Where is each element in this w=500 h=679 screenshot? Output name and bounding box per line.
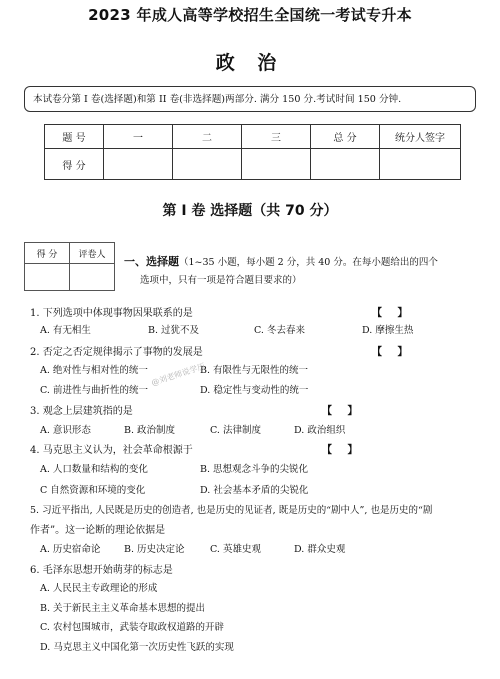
section-instruction-line2: 选项中，只有一项是符合题目要求的） (140, 275, 302, 286)
question-stem: 4. 马克思主义认为，社会革命根源于 (30, 445, 193, 456)
question-option: C. 英雄史观 (210, 544, 261, 555)
score-cell: 得 分 (45, 149, 104, 180)
question-option: C. 农村包围城市，武装夺取政权道路的开辟 (40, 622, 224, 633)
question-option: B. 过犹不及 (148, 325, 200, 336)
part1-title: 第 I 卷 选择题（共 70 分） (162, 203, 338, 219)
question-option: B. 历史决定论 (124, 544, 185, 555)
question-option: B. 政治制度 (124, 425, 176, 436)
answer-bracket: 【 】 (372, 308, 414, 319)
grade-box-score-label: 得 分 (25, 243, 70, 264)
question-stem: 2. 否定之否定规律揭示了事物的发展是 (30, 347, 203, 358)
score-input-cell (104, 149, 173, 180)
question-stem: 5. 习近平指出, 人民既是历史的创造者, 也是历史的见证者, 既是历史的“剧中人”, 也是历史的“剧 (30, 505, 433, 516)
score-input-cell (380, 149, 461, 180)
question-option: D. 摩擦生热 (362, 325, 414, 336)
score-cell: 一 (104, 125, 173, 149)
score-cell: 统分人签字 (380, 125, 461, 149)
score-table-header-row (45, 125, 461, 149)
question-option: C 自然资源和环境的变化 (40, 485, 146, 496)
score-cell: 三 (242, 125, 311, 149)
question-option: D. 社会基本矛盾的尖锐化 (200, 485, 309, 496)
question-option: A. 绝对性与相对性的统一 (40, 365, 148, 376)
question-option: B. 有限性与无限性的统一 (200, 365, 309, 376)
grade-box-grader-label: 评卷人 (70, 243, 115, 264)
score-cell: 二 (173, 125, 242, 149)
score-table (44, 124, 461, 180)
question-option: A. 人口数量和结构的变化 (40, 464, 148, 475)
question-option: A. 有无相生 (40, 325, 91, 336)
question-option: D. 稳定性与变动性的统一 (200, 385, 309, 396)
question-option: B. 思想观念斗争的尖锐化 (200, 464, 309, 475)
answer-bracket: 【 】 (322, 445, 364, 456)
section-heading (124, 253, 438, 269)
question-stem: 6. 毛泽东思想开始萌芽的标志是 (30, 565, 173, 576)
question-option: C. 法律制度 (210, 425, 261, 436)
section-heading-label: 一、选择题 (124, 255, 179, 268)
question-option: D. 群众史观 (294, 544, 346, 555)
question-option: C. 前进性与曲折性的统一 (40, 385, 148, 396)
grade-box (24, 242, 115, 291)
score-cell: 题 号 (45, 125, 104, 149)
question-stem: 3. 观念上层建筑指的是 (30, 406, 133, 417)
score-input-cell (173, 149, 242, 180)
answer-bracket: 【 】 (322, 406, 364, 417)
question-option: B. 关于新民主主义革命基本思想的提出 (40, 603, 206, 614)
score-input-cell (242, 149, 311, 180)
question-stem: 1. 下列选项中体现事物因果联系的是 (30, 308, 193, 319)
question-option: A. 人民民主专政理论的形成 (40, 583, 158, 594)
watermark: @刘老师说学历 (150, 361, 207, 388)
grade-box-grader-cell (70, 264, 115, 291)
exam-note: 本试卷分第 I 卷(选择题)和第 II 卷(非选择题)两部分. 满分 150 分.考试时间 150 分钟. (24, 86, 476, 112)
question-option: A. 意识形态 (40, 425, 91, 436)
subject-title: 政 治 (215, 52, 285, 74)
answer-bracket: 【 】 (372, 347, 414, 358)
score-input-cell (311, 149, 380, 180)
score-table-score-row (45, 149, 461, 180)
question-option: D. 马克思主义中国化第一次历史性飞跃的实现 (40, 642, 234, 653)
question-stem-continued: 作者”。这一论断的理论依据是 (30, 525, 166, 536)
question-option: D. 政治组织 (294, 425, 346, 436)
score-cell: 总 分 (311, 125, 380, 149)
question-option: A. 历史宿命论 (40, 544, 101, 555)
question-option: C. 冬去春来 (254, 325, 305, 336)
grade-box-score-cell (25, 264, 70, 291)
exam-title: 2023 年成人高等学校招生全国统一考试专升本 (88, 6, 412, 24)
section-instruction: （1~35 小题，每小题 2 分，共 40 分。在每小题给出的四个 (179, 257, 438, 268)
